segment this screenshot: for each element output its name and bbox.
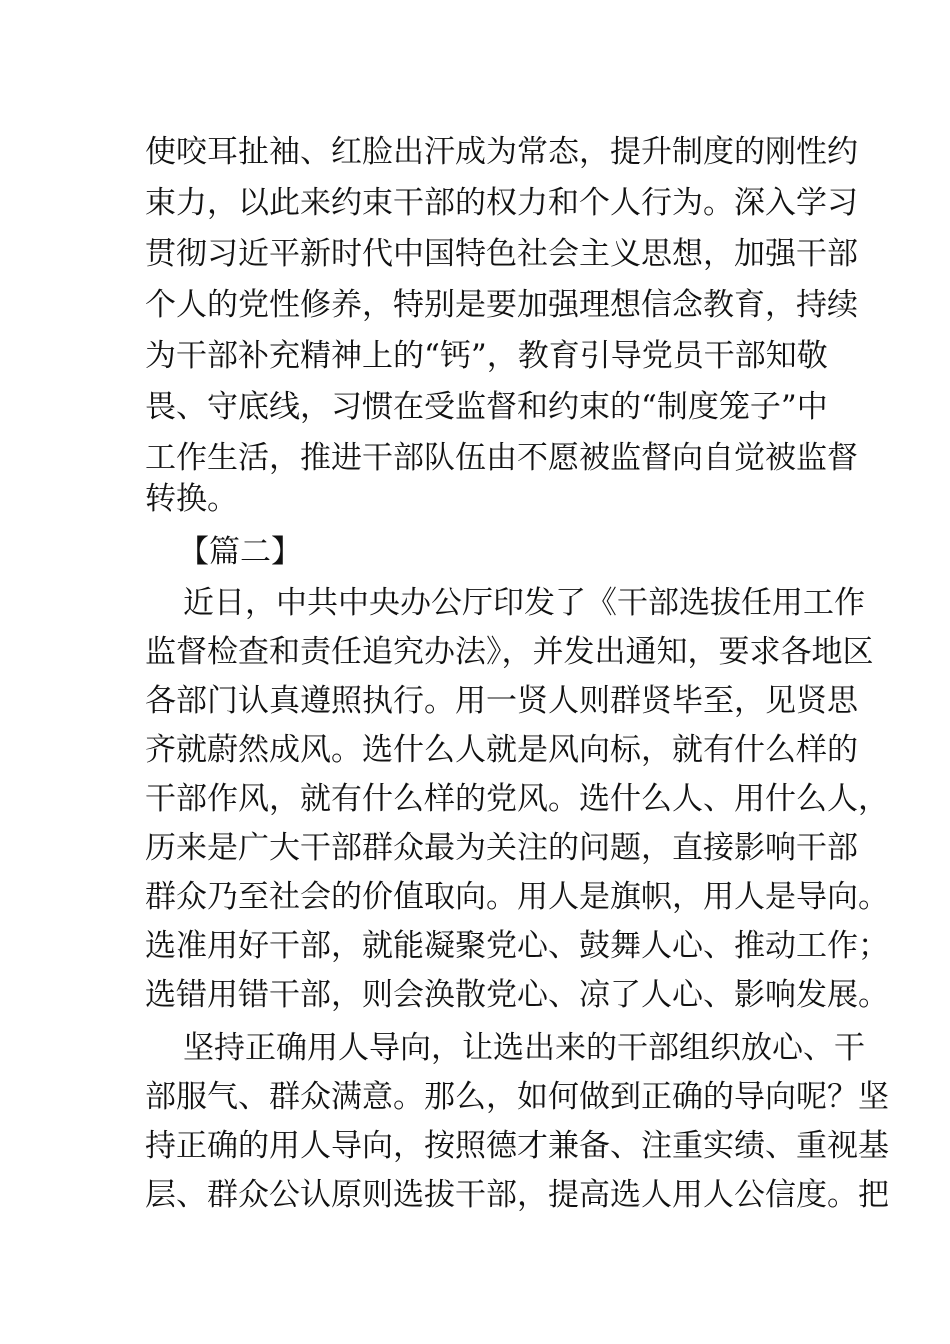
text-line: 贯彻习近平新时代中国特色社会主义思想，加强干部 (145, 236, 858, 272)
text-line: 各部门认真遵照执行。用一贤人则群贤毕至，见贤思 (145, 683, 858, 719)
text-line: 使咬耳扯袖、红脸出汗成为常态，提升制度的刚性约 (145, 134, 858, 170)
text-line: 束力，以此来约束干部的权力和个人行为。深入学习 (145, 185, 858, 221)
text-line: 监督检查和责任追究办法》，并发出通知，要求各地区 (145, 634, 874, 670)
text-line: 选准用好干部，就能凝聚党心、鼓舞人心、推动工作； (145, 928, 889, 964)
text-line: 齐就蔚然成风。选什么人就是风向标，就有什么样的 (145, 732, 858, 768)
text-line: 干部作风，就有什么样的党风。选什么人、用什么人， (145, 781, 889, 817)
text-line: 层、群众公认原则选拔干部，提高选人用人公信度。把 (145, 1177, 889, 1213)
text-line: 部服气、群众满意。那么，如何做到正确的导向呢？坚 (145, 1079, 889, 1115)
text-line: 历来是广大干部群众最为关注的问题，直接影响干部 (145, 830, 858, 866)
text-line: 坚持正确用人导向，让选出来的干部组织放心、干 (183, 1030, 865, 1066)
text-line: 群众乃至社会的价值取向。用人是旗帜，用人是导向。 (145, 879, 889, 915)
text-line: 为干部补充精神上的“钙”，教育引导党员干部知敬 (145, 338, 828, 374)
text-line: 转换。 (145, 481, 238, 517)
section-heading: 【篇二】 (178, 534, 302, 570)
text-line: 选错用错干部，则会涣散党心、凉了人心、影响发展。 (145, 977, 889, 1013)
text-line: 个人的党性修养，特别是要加强理想信念教育，持续 (145, 287, 858, 323)
text-line: 近日，中共中央办公厅印发了《干部选拔任用工作 (183, 585, 865, 621)
text-line: 畏、守底线，习惯在受监督和约束的“制度笼子”中 (145, 389, 828, 425)
text-line: 工作生活，推进干部队伍由不愿被监督向自觉被监督 (145, 440, 858, 476)
text-line: 持正确的用人导向，按照德才兼备、注重实绩、重视基 (145, 1128, 889, 1164)
